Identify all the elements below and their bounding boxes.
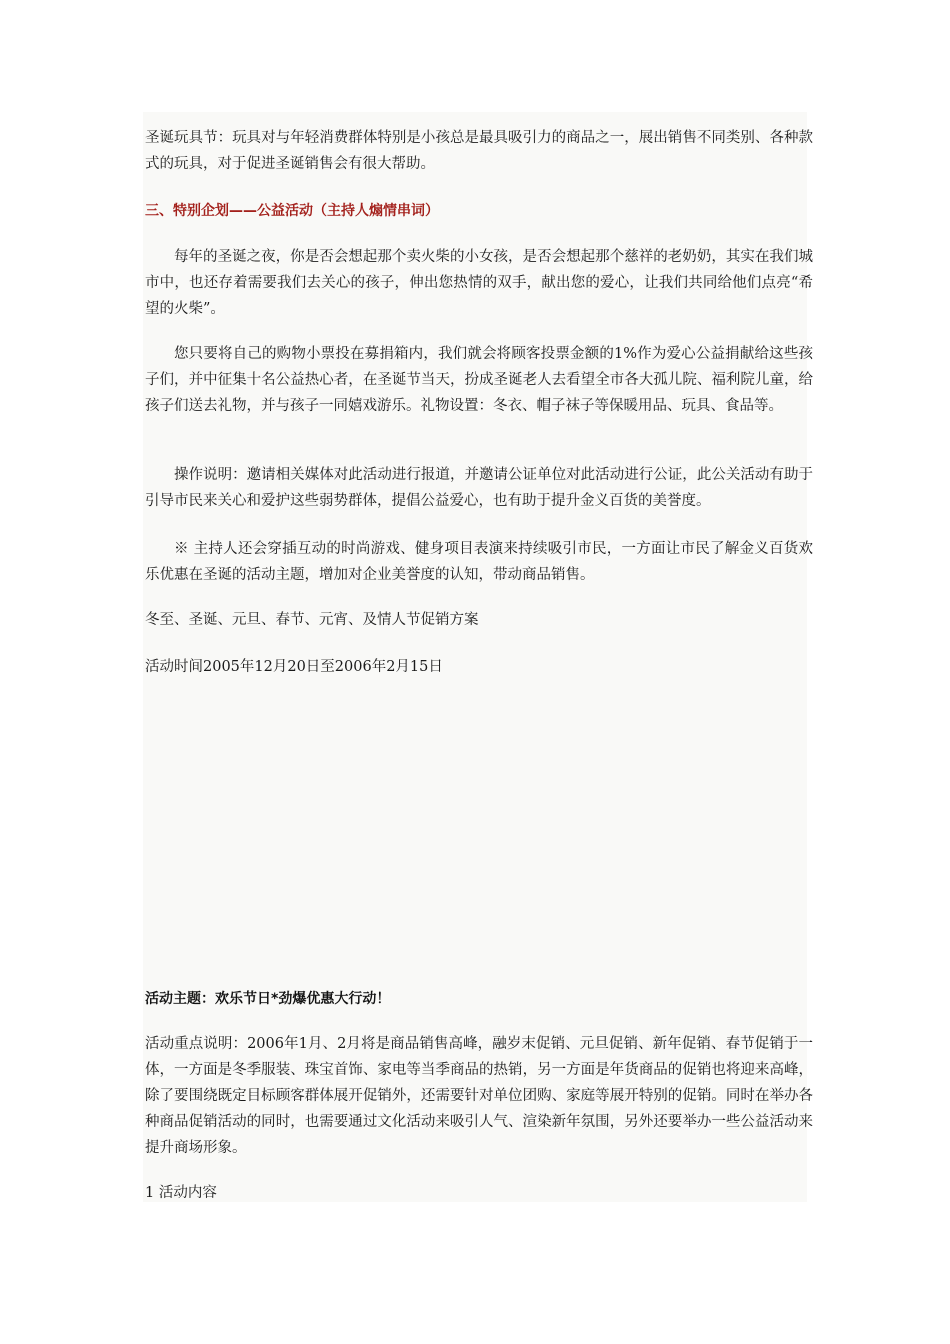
paragraph-christmas-eve: 每年的圣诞之夜，你是否会想起那个卖火柴的小女孩，是否会想起那个慈祥的老奶奶，其实在我们城市中，也还存着需要我们去关心的孩子，伸出您热情的双手，献出您的爱心，让我们共同给他们点亮“希望的火柴”。 bbox=[145, 249, 813, 317]
section-heading-charity: 三、特别企划——公益活动（主持人煽情串词） bbox=[145, 203, 439, 219]
paragraph-activity-time: 活动时间2005年12月20日至2006年2月15日 bbox=[145, 659, 443, 675]
paragraph-key-points: 活动重点说明：2006年1月、2月将是商品销售高峰，融岁末促销、元旦促销、新年促销、春节促销于一体，一方面是冬季服装、珠宝首饰、家电等当季商品的热销，另一方面是年货商品的促销也将迎来高峰，除了要围绕既定目标顾客群体展开促销外，还需要针对单位团购、家庭等展开特别的促销。同时在举办各种商品促销活动的同时，也需要通过文化活动来吸引人气、渲染新年氛围，另外还要举办一些公益活动来提升商场形象。 bbox=[145, 1036, 813, 1156]
paragraph-promotion-plan-title: 冬至、圣诞、元旦、春节、元宵、及情人节促销方案 bbox=[145, 612, 479, 628]
paragraph-activity-content: 1 活动内容 bbox=[145, 1185, 217, 1201]
paragraph-host-games: ※ 主持人还会穿插互动的时尚游戏、健身项目表演来持续吸引市民，一方面让市民了解金义百货欢乐优惠在圣诞的活动主题，增加对企业美誉度的认知，带动商品销售。 bbox=[145, 541, 813, 583]
activity-theme-heading: 活动主题：欢乐节日*劲爆优惠大行动！ bbox=[145, 991, 391, 1007]
paragraph-toy-festival: 圣诞玩具节：玩具对与年轻消费群体特别是小孩总是最具吸引力的商品之一，展出销售不同类别、各种款式的玩具，对于促进圣诞销售会有很大帮助。 bbox=[145, 130, 813, 172]
paragraph-operation-notes: 操作说明：邀请相关媒体对此活动进行报道，并邀请公证单位对此活动进行公证，此公关活动有助于引导市民来关心和爱护这些弱势群体，提倡公益爱心，也有助于提升金义百货的美誉度。 bbox=[145, 467, 813, 509]
paragraph-donation: 您只要将自己的购物小票投在募捐箱内，我们就会将顾客投票金额的1%作为爱心公益捐献给这些孩子们，并中征集十名公益热心者，在圣诞节当天，扮成圣诞老人去看望全市各大孤儿院、福利院儿童，给孩子们送去礼物，并与孩子一同嬉戏游乐。礼物设置：冬衣、帽子袜子等保暖用品、玩具、食品等。 bbox=[145, 346, 813, 414]
